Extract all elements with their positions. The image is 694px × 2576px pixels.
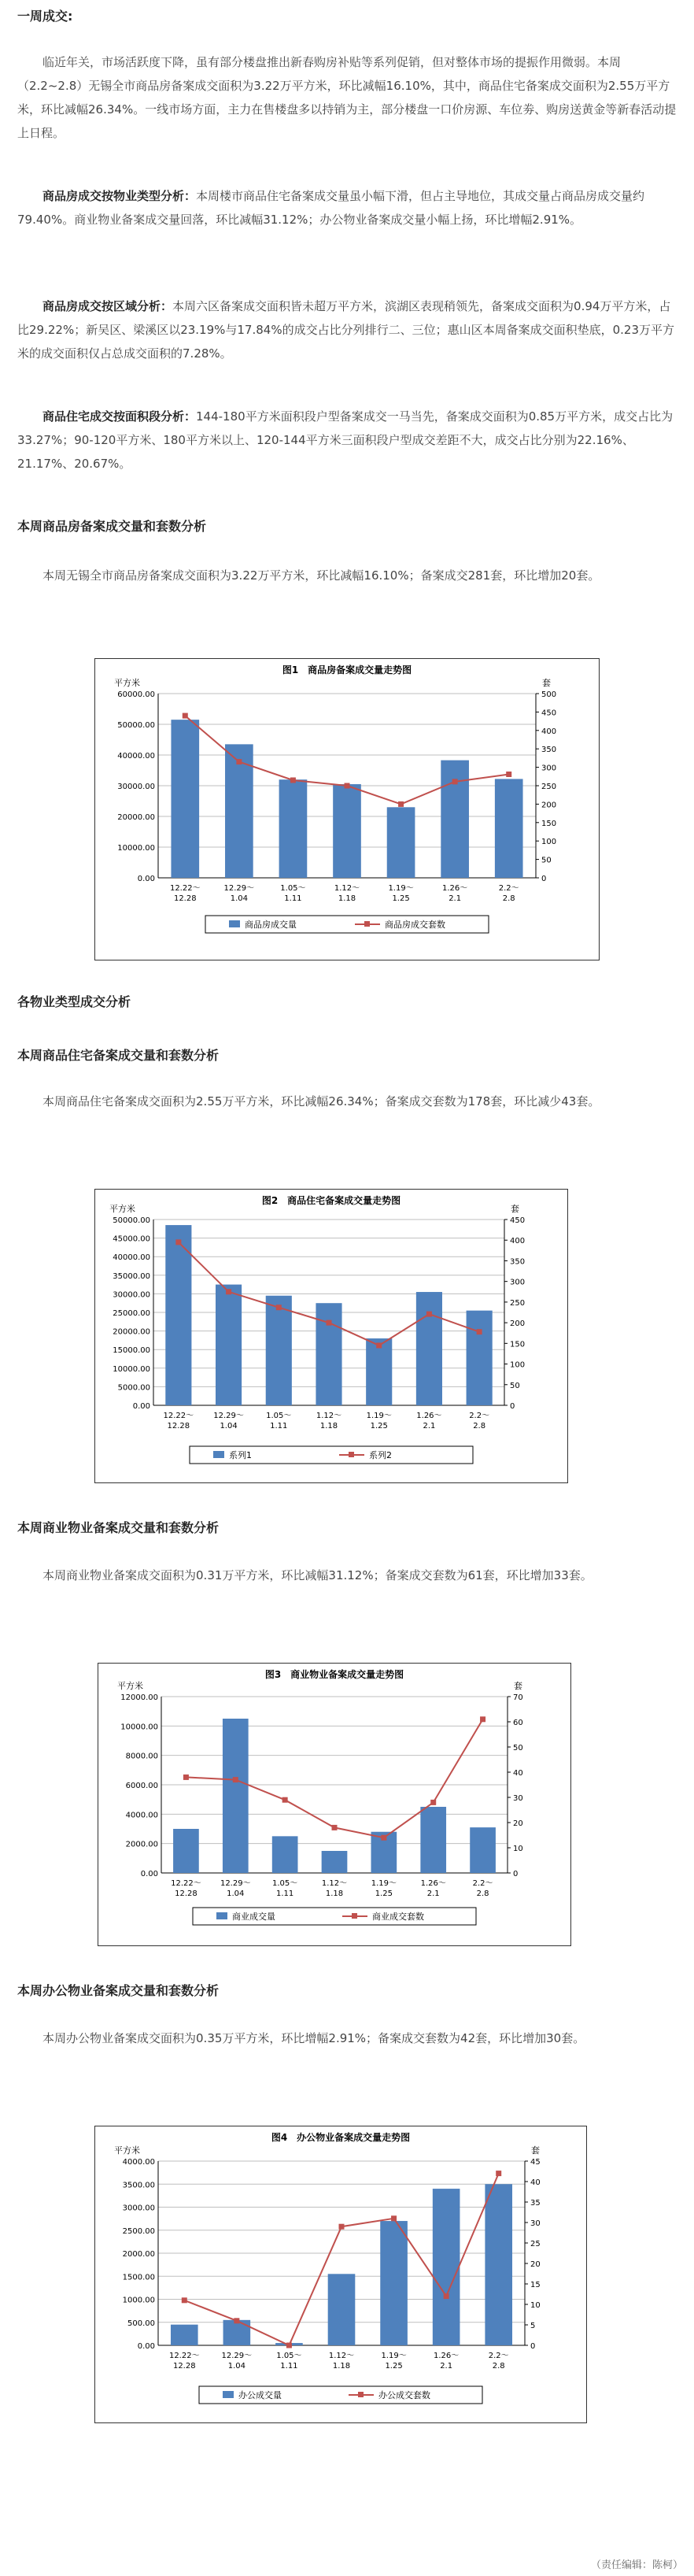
x-tick-label: 1.25	[370, 1422, 388, 1430]
legend-label-line: 办公成交套数	[378, 2390, 430, 2400]
y-tick-label: 10000.00	[117, 844, 155, 853]
chart-title: 图2 商品住宅备案成交量走势图	[261, 1195, 401, 1206]
y2-tick-label: 450	[541, 709, 557, 718]
y-tick-label: 50000.00	[117, 721, 155, 730]
line-point	[376, 1342, 382, 1348]
heading-week: 一周成交:	[17, 9, 73, 24]
y-tick-label: 2000.00	[125, 1840, 158, 1849]
y-axis-label: 平方米	[114, 2145, 140, 2156]
x-tick-label: 2.8	[473, 1422, 486, 1430]
y-tick-label: 8000.00	[125, 1752, 158, 1761]
y-tick-label: 1000.00	[122, 2296, 155, 2305]
bar	[366, 1338, 392, 1405]
bar	[279, 779, 308, 878]
legend-label-bar: 系列1	[229, 1450, 252, 1460]
intro-paragraph: 临近年关，市场活跃度下降，虽有部分楼盘推出新春购房补贴等系列促销，但对整体市场的提振作用微弱。本周（2.2~2.8）无锡全市商品房备案成交面积为3.22万平方米，环比减幅16.10%，其中，商品住宅备案成交面积为2.55万平方米，环比减幅26.34%。一线市场方面，主力在售楼盘多以持销为主，部分楼盘一口价房源、车位劵、购房送黄金等新春活动提上日程。	[17, 55, 677, 140]
y2-tick-label: 35	[530, 2199, 541, 2208]
x-tick-label: 1.26～	[416, 1412, 442, 1420]
legend-swatch-point	[358, 2392, 364, 2397]
type-analysis-text: 本周楼市商品住宅备案成交量虽小幅下滑，但占主导地位，其成交量占商品房成交量约79.40%。商业物业备案成交量回落，环比减幅31.12%；办公物业备案成交量小幅上扬，环比增幅2.91%。	[17, 189, 645, 227]
y2-tick-label: 200	[510, 1319, 526, 1329]
x-tick-label: 1.05～	[280, 884, 306, 893]
x-tick-label: 2.1	[449, 894, 462, 903]
bar	[433, 2189, 460, 2345]
legend-swatch-bar	[229, 920, 240, 927]
heading-commercial: 本周商业物业备案成交量和套数分析	[17, 1520, 220, 1535]
line-point	[183, 713, 188, 719]
editor-credit: （责任编辑：陈柯）	[590, 2559, 683, 2571]
y2-axis-label: 套	[531, 2145, 540, 2156]
bar	[316, 1303, 341, 1405]
y-tick-label: 50000.00	[113, 1216, 150, 1225]
bar	[328, 2274, 356, 2345]
line-point	[339, 2224, 345, 2230]
y-tick-label: 4000.00	[122, 2158, 155, 2167]
y-tick-label: 500.00	[127, 2319, 155, 2328]
region-analysis-label: 商品房成交按区域分析：	[42, 299, 173, 313]
x-tick-label: 1.18	[338, 894, 356, 903]
y2-tick-label: 300	[541, 764, 557, 773]
y2-tick-label: 0	[541, 875, 547, 883]
line-point	[234, 2318, 239, 2323]
y2-tick-label: 15	[530, 2281, 541, 2289]
y-tick-label: 15000.00	[113, 1346, 150, 1356]
y-axis-label: 平方米	[114, 678, 140, 688]
line-point	[444, 2293, 449, 2299]
line-point	[496, 2171, 501, 2176]
y-tick-label: 35000.00	[113, 1271, 150, 1281]
chart-2	[95, 1190, 567, 1482]
x-tick-label: 1.04	[227, 1889, 245, 1898]
x-tick-label: 12.29～	[223, 884, 255, 893]
x-tick-label: 1.04	[227, 2362, 245, 2371]
y2-tick-label: 150	[541, 819, 557, 828]
bar	[272, 1836, 298, 1873]
y2-tick-label: 40	[513, 1769, 523, 1778]
area-analysis-paragraph	[17, 405, 677, 476]
y-tick-label: 40000.00	[113, 1253, 150, 1263]
bar	[420, 1807, 446, 1873]
line-point	[381, 1835, 386, 1841]
line-point	[327, 1320, 332, 1326]
x-tick-label: 12.22～	[169, 884, 201, 893]
y2-tick-label: 400	[510, 1237, 526, 1246]
y-tick-label: 10000.00	[113, 1364, 150, 1374]
legend-swatch-bar	[213, 1451, 224, 1458]
y-tick-label: 3500.00	[122, 2181, 155, 2190]
y-tick-label: 6000.00	[125, 1782, 158, 1790]
y-tick-label: 0.00	[137, 875, 155, 883]
y2-tick-label: 250	[510, 1298, 526, 1308]
y-tick-label: 0.00	[140, 1870, 158, 1878]
commercial-paragraph: 本周商业物业备案成交面积为0.31万平方米，环比减幅31.12%；备案成交套数为61套，环比增加33套。	[42, 1568, 592, 1582]
line-point	[182, 2297, 187, 2303]
x-tick-label: 1.05～	[272, 1879, 298, 1888]
line-point	[236, 759, 242, 764]
x-tick-label: 1.25	[392, 894, 410, 903]
legend-label-bar: 商业成交量	[232, 1912, 275, 1922]
x-tick-label: 1.04	[220, 1422, 238, 1430]
bar	[216, 1285, 242, 1405]
y-tick-label: 1500.00	[122, 2273, 155, 2282]
y2-axis-label: 套	[511, 1204, 519, 1214]
bar	[387, 807, 415, 878]
y-tick-label: 20000.00	[117, 813, 155, 822]
x-tick-label: 1.12～	[321, 1879, 348, 1888]
chart-4-box	[94, 2126, 587, 2423]
y-tick-label: 10000.00	[120, 1723, 158, 1732]
line-point	[506, 772, 511, 777]
y2-tick-label: 50	[510, 1381, 520, 1390]
x-tick-label: 2.8	[492, 2362, 505, 2371]
bar	[441, 761, 469, 878]
y-tick-label: 0.00	[132, 1402, 150, 1411]
x-tick-label: 12.22～	[168, 2352, 200, 2360]
x-tick-label: 12.29～	[213, 1412, 244, 1420]
x-tick-label: 2.1	[423, 1422, 436, 1430]
line-point	[276, 1305, 282, 1310]
y2-axis-label: 套	[514, 1681, 522, 1691]
legend-swatch-bar	[216, 1912, 227, 1919]
y-tick-label: 40000.00	[117, 752, 155, 761]
x-tick-label: 1.05～	[276, 2352, 302, 2360]
y2-tick-label: 350	[510, 1257, 526, 1267]
y2-tick-label: 100	[510, 1360, 526, 1370]
y2-tick-label: 40	[530, 2178, 541, 2187]
legend-swatch-point	[349, 1452, 354, 1457]
x-tick-label: 1.12～	[328, 2352, 355, 2360]
x-tick-label: 1.18	[325, 1889, 344, 1898]
x-tick-label: 1.11	[270, 1422, 288, 1430]
y2-tick-label: 25	[530, 2240, 541, 2248]
x-tick-label: 12.28	[175, 1889, 197, 1898]
chart-1-box	[94, 658, 600, 960]
y2-tick-label: 20	[530, 2260, 541, 2269]
y-tick-label: 5000.00	[117, 1383, 150, 1393]
y2-tick-label: 60	[513, 1719, 523, 1727]
y2-tick-label: 50	[513, 1744, 523, 1752]
x-tick-label: 2.1	[426, 1889, 440, 1898]
bar	[171, 2325, 198, 2345]
x-tick-label: 1.12～	[316, 1412, 342, 1420]
y2-tick-label: 10	[513, 1845, 523, 1853]
legend-swatch-bar	[223, 2391, 234, 2398]
legend-label-bar: 办公成交量	[238, 2390, 282, 2400]
y-axis-label: 平方米	[117, 1681, 143, 1691]
line-point	[480, 1716, 485, 1722]
x-tick-label: 12.22～	[171, 1879, 201, 1888]
y2-tick-label: 350	[541, 746, 557, 755]
heading-types: 各物业类型成交分析	[17, 994, 131, 1009]
bar	[171, 720, 199, 878]
legend-label-line: 商品房成交套数	[385, 920, 445, 930]
x-tick-label: 1.18	[332, 2362, 351, 2371]
x-tick-label: 2.2～	[498, 884, 519, 893]
bar	[470, 1827, 496, 1873]
x-tick-label: 12.22～	[163, 1412, 194, 1420]
total-paragraph: 本周无锡全市商品房备案成交面积为3.22万平方米，环比减幅16.10%；备案成交281套，环比增加20套。	[42, 568, 600, 583]
y-tick-label: 2500.00	[122, 2226, 155, 2236]
heading-residential: 本周商品住宅备案成交量和套数分析	[17, 1048, 220, 1063]
y2-tick-label: 20	[513, 1819, 523, 1828]
legend-label-line: 商业成交套数	[372, 1912, 424, 1922]
x-tick-label: 12.28	[172, 2362, 196, 2371]
bar	[223, 2320, 251, 2345]
y-tick-label: 30000.00	[113, 1290, 150, 1300]
chart-2-box	[94, 1189, 568, 1483]
line-point	[286, 2343, 292, 2348]
x-tick-label: 2.2～	[488, 2352, 509, 2360]
y2-tick-label: 70	[513, 1693, 523, 1702]
y2-tick-label: 200	[541, 801, 557, 810]
area-analysis-text: 144-180平方米面积段户型备案成交一马当先，备案成交面积为0.85万平方米，成交占比为33.27%；90-120平方米、180平方米以上、120-144平方米三面积段户型成交差距不大，成交占比分别为22.16%、21.17%、20.67%。	[17, 409, 674, 471]
line-point	[398, 801, 404, 807]
heading-total: 本周商品房备案成交量和套数分析	[17, 519, 207, 534]
line-point	[226, 1289, 231, 1294]
bar	[495, 779, 523, 878]
y2-tick-label: 5	[530, 2322, 536, 2330]
x-tick-label: 1.25	[385, 2362, 403, 2371]
y-tick-label: 25000.00	[113, 1309, 150, 1318]
bar	[333, 784, 361, 878]
area-analysis-label: 商品住宅成交按面积段分析：	[42, 409, 197, 424]
y-tick-label: 2000.00	[122, 2250, 155, 2259]
heading-office: 本周办公物业备案成交量和套数分析	[17, 1983, 220, 1998]
line-point	[332, 1825, 338, 1830]
line-point	[175, 1239, 181, 1245]
x-tick-label: 1.26～	[420, 1879, 446, 1888]
x-tick-label: 2.2～	[472, 1879, 493, 1888]
bar	[322, 1851, 348, 1873]
x-tick-label: 1.19～	[388, 884, 414, 893]
region-analysis-paragraph	[17, 294, 677, 365]
y-tick-label: 45000.00	[113, 1234, 150, 1244]
x-tick-label: 1.04	[230, 894, 248, 903]
x-tick-label: 1.11	[276, 1889, 294, 1898]
y-tick-label: 12000.00	[120, 1693, 158, 1702]
line-point	[233, 1777, 238, 1782]
y-tick-label: 0.00	[137, 2342, 155, 2351]
y-tick-label: 4000.00	[125, 1811, 158, 1820]
x-tick-label: 1.25	[375, 1889, 393, 1898]
y2-tick-label: 30	[513, 1794, 523, 1803]
y-tick-label: 3000.00	[122, 2204, 155, 2213]
y2-tick-label: 150	[510, 1340, 526, 1349]
x-tick-label: 2.8	[502, 894, 515, 903]
y2-tick-label: 30	[530, 2219, 541, 2228]
chart-title: 图1 商品房备案成交量走势图	[282, 664, 412, 675]
y-tick-label: 60000.00	[117, 690, 155, 699]
line-point	[183, 1775, 189, 1780]
x-tick-label: 2.8	[476, 1889, 489, 1898]
y2-tick-label: 0	[510, 1402, 515, 1411]
line-point	[430, 1800, 436, 1805]
bar	[266, 1296, 292, 1405]
y-tick-label: 30000.00	[117, 783, 155, 791]
line-point	[282, 1797, 288, 1803]
y2-tick-label: 0	[530, 2342, 536, 2351]
x-tick-label: 1.26～	[434, 2352, 460, 2360]
line-point	[391, 2215, 397, 2221]
x-tick-label: 12.28	[173, 894, 197, 903]
x-tick-label: 1.05～	[266, 1412, 292, 1420]
bar	[416, 1292, 442, 1405]
x-tick-label: 12.28	[167, 1422, 190, 1430]
bar	[467, 1311, 493, 1405]
y2-tick-label: 0	[513, 1870, 519, 1878]
region-analysis-text: 本周六区备案成交面积皆未超万平方米，滨湖区表现稍领先，备案成交面积为0.94万平方米，占比29.22%；新吴区、梁溪区以23.19%与17.84%的成交占比分列排行二、三位；惠山区本周备案成交面积垫底，0.23万平方米的成交面积仅占总成交面积的7.28%。	[17, 299, 674, 361]
y2-tick-label: 100	[541, 838, 557, 847]
x-tick-label: 1.19～	[381, 2352, 407, 2360]
x-tick-label: 1.11	[280, 2362, 298, 2371]
line-point	[477, 1329, 482, 1334]
type-analysis-label: 商品房成交按物业类型分析：	[42, 189, 197, 203]
x-tick-label: 12.29～	[221, 2352, 253, 2360]
y2-tick-label: 300	[510, 1278, 526, 1287]
chart-3	[98, 1664, 570, 1945]
line-point	[452, 779, 458, 784]
legend-swatch-point	[352, 1913, 357, 1919]
x-tick-label: 1.19～	[371, 1879, 397, 1888]
chart-title: 图4 办公物业备案成交量走势图	[271, 2132, 411, 2143]
x-tick-label: 1.11	[284, 894, 302, 903]
line-point	[426, 1312, 432, 1317]
y2-tick-label: 500	[541, 690, 557, 699]
y2-tick-label: 450	[510, 1216, 526, 1225]
y-axis-label: 平方米	[109, 1204, 135, 1214]
y2-tick-label: 400	[541, 727, 557, 736]
chart-title: 图3 商业物业备案成交量走势图	[264, 1669, 404, 1680]
x-tick-label: 1.19～	[366, 1412, 392, 1420]
legend-label-line: 系列2	[369, 1450, 392, 1460]
x-tick-label: 12.29～	[220, 1879, 251, 1888]
chart-3-box	[98, 1663, 571, 1946]
x-tick-label: 2.1	[440, 2362, 453, 2371]
bar	[173, 1829, 199, 1873]
x-tick-label: 1.26～	[442, 884, 468, 893]
bar	[380, 2221, 408, 2345]
x-tick-label: 2.2～	[469, 1412, 490, 1420]
line-point	[290, 777, 296, 783]
bar	[223, 1719, 249, 1873]
x-tick-label: 1.12～	[334, 884, 360, 893]
x-tick-label: 1.18	[319, 1422, 338, 1430]
y2-tick-label: 10	[530, 2301, 541, 2310]
bar	[485, 2184, 512, 2345]
y2-tick-label: 250	[541, 783, 557, 791]
legend-swatch-point	[364, 921, 370, 927]
y2-axis-label: 套	[542, 678, 551, 688]
y2-tick-label: 50	[541, 856, 552, 865]
chart-1	[95, 659, 599, 960]
line-point	[345, 783, 350, 789]
legend-label-bar: 商品房成交量	[245, 920, 297, 930]
type-analysis-paragraph	[17, 184, 677, 231]
y-tick-label: 20000.00	[113, 1327, 150, 1337]
office-paragraph: 本周办公物业备案成交面积为0.35万平方米，环比增幅2.91%；备案成交套数为42套，环比增加30套。	[42, 2031, 585, 2045]
chart-4	[95, 2126, 586, 2422]
residential-paragraph: 本周商品住宅备案成交面积为2.55万平方米，环比减幅26.34%；备案成交套数为178套，环比减少43套。	[42, 1094, 600, 1108]
y2-tick-label: 45	[530, 2158, 541, 2167]
